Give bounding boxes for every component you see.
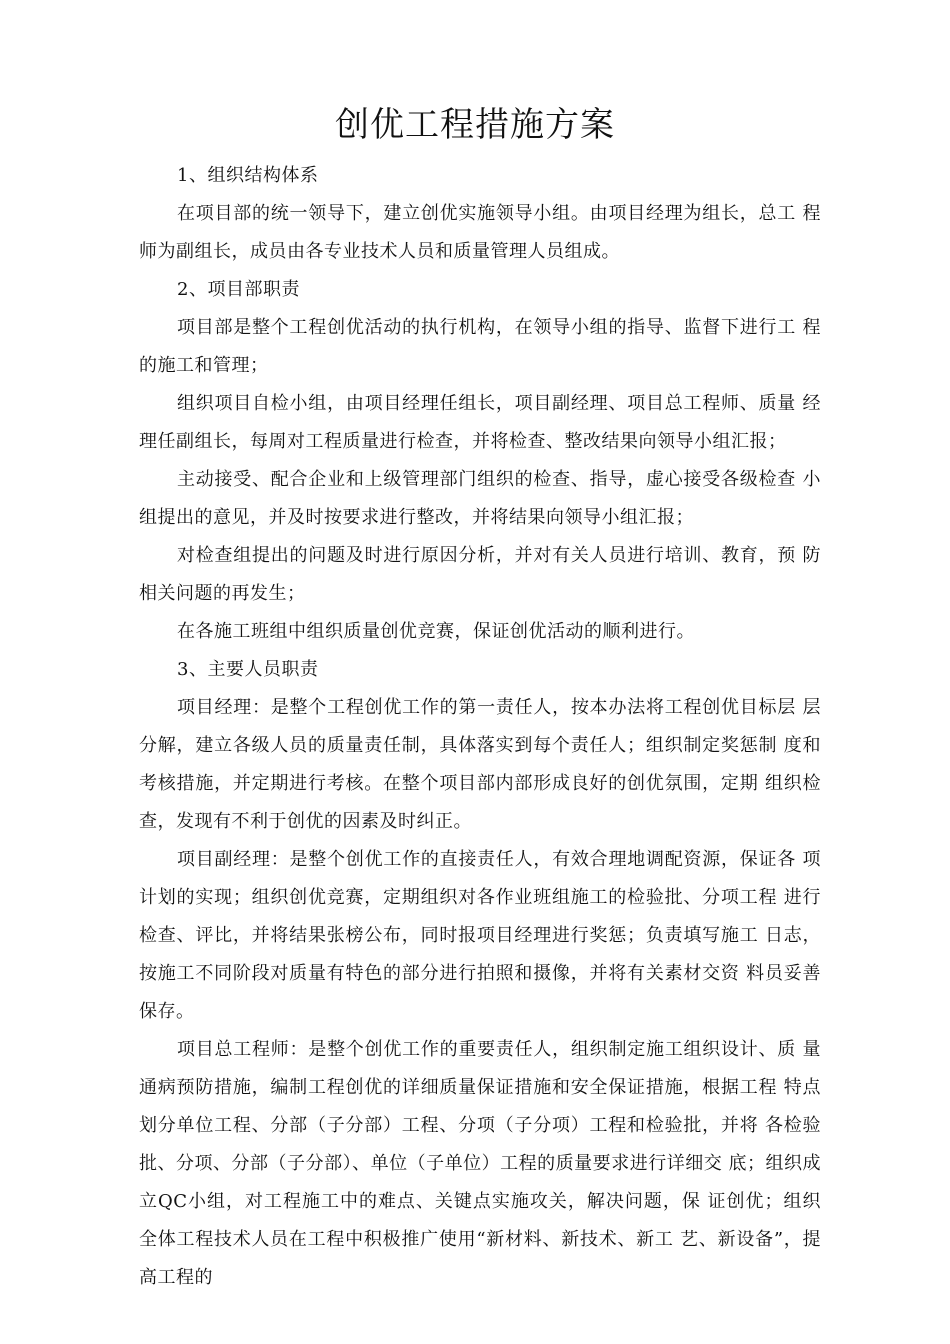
- document-title: 创优工程措施方案: [335, 105, 615, 145]
- paragraph: 项目部是整个工程创优活动的执行机构，在领导小组的指导、监督下进行工 程的施工和管理；: [139, 317, 821, 376]
- section-heading: 1、组织结构体系: [177, 165, 319, 186]
- paragraph: 在项目部的统一领导下，建立创优实施领导小组。由项目经理为组长，总工 程师为副组长，成员由各专业技术人员和质量管理人员组成。: [139, 203, 821, 262]
- paragraph: 在各施工班组中组织质量创优竞赛，保证创优活动的顺利进行。: [177, 621, 695, 642]
- paragraph: 项目经理：是整个工程创优工作的第一责任人，按本办法将工程创优目标层 层分解，建立各级人员的质量责任制，具体落实到每个责任人；组织制定奖惩制 度和考核措施，并定期进行考核。在整个项目部内部形成良好的创优氛围，定期 组织检查，发现有不利于创优的因素及时纠正。: [139, 697, 821, 832]
- document-body: [139, 157, 821, 1297]
- paragraph: 对检查组提出的问题及时进行原因分析，并对有关人员进行培训、教育，预 防相关问题的再发生；: [139, 545, 821, 604]
- paragraph: 组织项目自检小组，由项目经理任组长，项目副经理、项目总工程师、质量 经理任副组长，每周对工程质量进行检查，并将检查、整改结果向领导小组汇报；: [139, 393, 821, 452]
- paragraph: 主动接受、配合企业和上级管理部门组织的检查、指导，虚心接受各级检查 小组提出的意见，并及时按要求进行整改，并将结果向领导小组汇报；: [139, 469, 821, 528]
- section-heading: 2、项目部职责: [177, 279, 300, 300]
- paragraph: 项目副经理：是整个创优工作的直接责任人，有效合理地调配资源，保证各 项计划的实现；组织创优竞赛，定期组织对各作业班组施工的检验批、分项工程 进行检查、评比，并将结果张榜公布，同时报项目经理进行奖惩；负责填写施工 日志，按施工不同阶段对质量有特色的部分进行拍照和摄像，并将有关素材交资 料员妥善保存。: [139, 849, 821, 1022]
- section-heading: 3、主要人员职责: [177, 659, 319, 680]
- paragraph: 项目总工程师：是整个创优工作的重要责任人，组织制定施工组织设计、质 量通病预防措施，编制工程创优的详细质量保证措施和安全保证措施，根据工程 特点划分单位工程、分部（子分部）工程、分项（子分项）工程和检验批，并将 各检验批、分项、分部（子分部）、单位（子单位）工程的质量要求进行详细交 底；组织成立QC小组，对工程施工中的难点、关键点实施攻关，解决问题，保 证创优；组织全体工程技术人员在工程中积极推广使用“新材料、新技术、新工 艺、新设备”，提高工程的: [139, 1039, 821, 1288]
